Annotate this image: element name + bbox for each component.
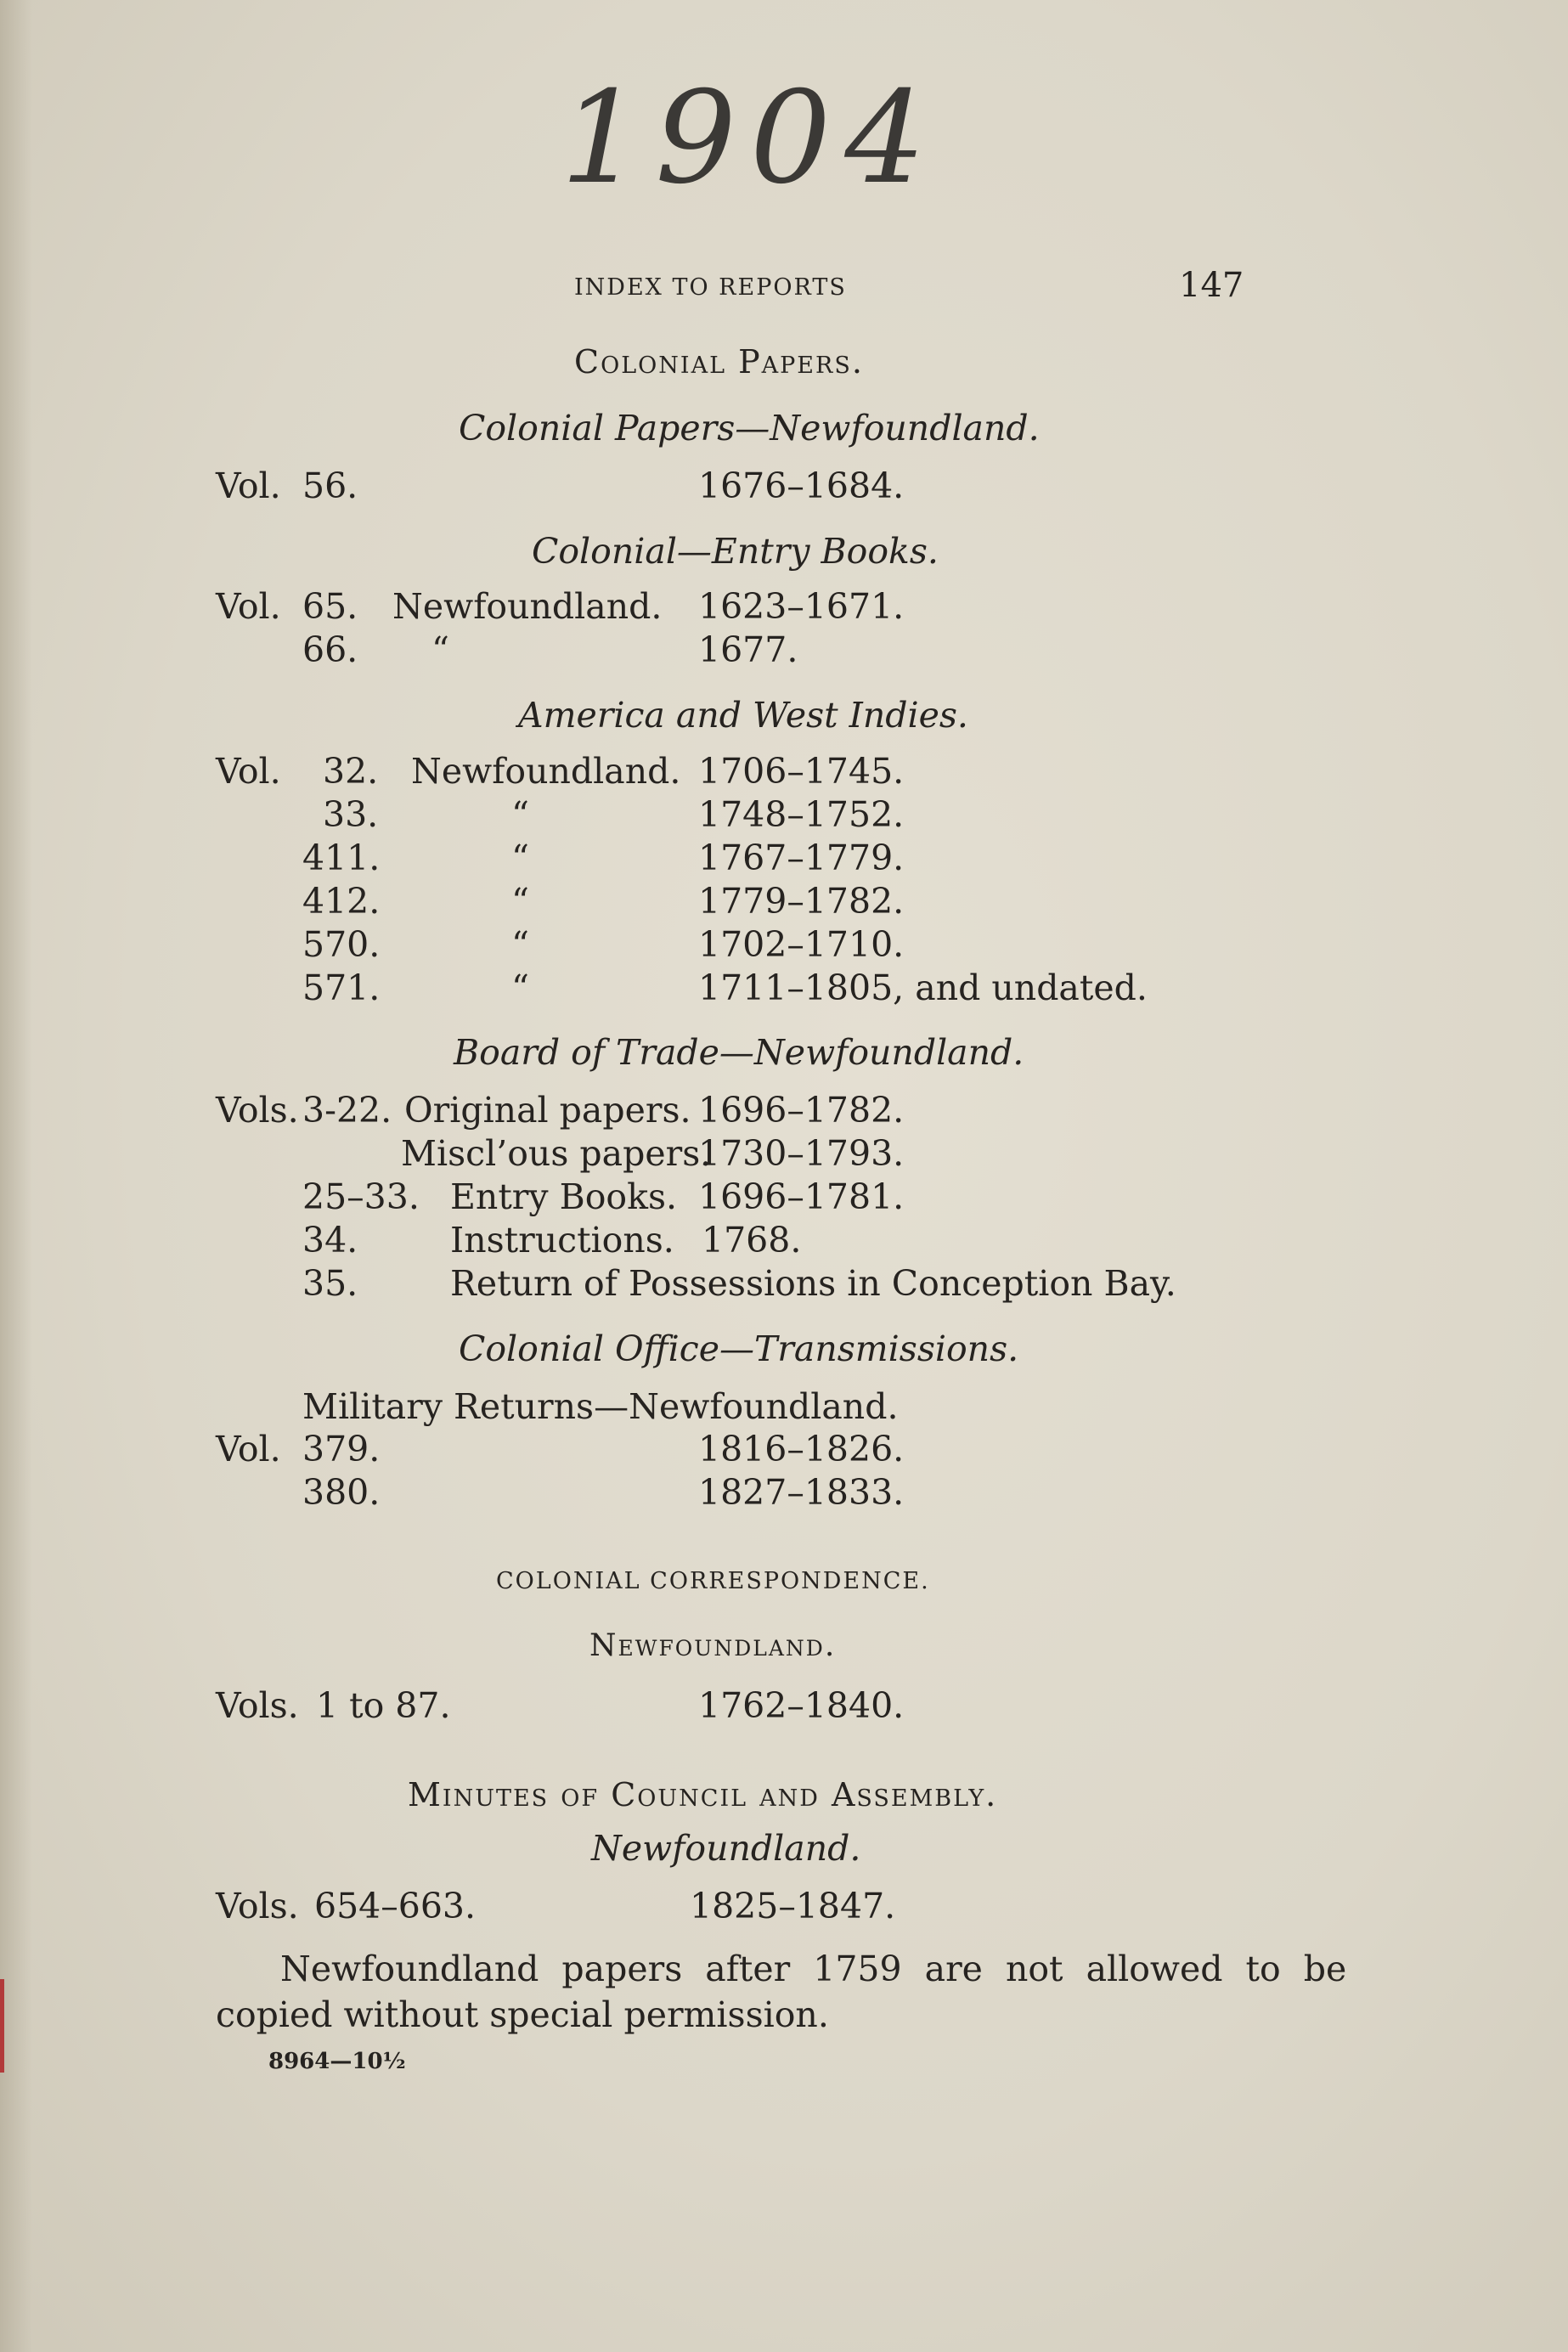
entry-dates: 1702–1710. (698, 924, 905, 965)
entry-dates: 1779–1782. (698, 881, 905, 922)
note-line-2: copied without special permission. (216, 1994, 829, 2035)
entry-number: 25–33. (302, 1176, 420, 1217)
entry-dates: 1623–1671. (698, 586, 905, 627)
section-title-colonial-papers: Colonial Papers. (574, 343, 864, 381)
entry-number: 1 to 87. (316, 1685, 451, 1726)
entry-number: 654–663. (314, 1886, 477, 1926)
subheading-board-of-trade: Board of Trade—Newfoundland. (454, 1032, 1024, 1073)
subheading-colonial-entry-books: Colonial—Entry Books. (532, 531, 939, 572)
entry-number: 66. (302, 629, 358, 670)
entry-dates: 1711–1805, and undated. (698, 967, 1148, 1008)
ditto-mark: “ (431, 629, 449, 670)
entry-description: Newfoundland. (392, 586, 663, 627)
entry-description: Newfoundland. (411, 751, 681, 792)
entry-vol: Vol. (216, 1429, 281, 1469)
entry-vol: Vols. (216, 1685, 299, 1726)
section2-heading: Newfoundland. (589, 1628, 837, 1663)
ditto-mark: “ (511, 924, 529, 965)
entry-dates: 1748–1752. (698, 794, 905, 835)
section-title-colonial-correspondence: COLONIAL CORRESPONDENCE. (496, 1568, 930, 1594)
entry-vol: Vol. (216, 465, 281, 506)
entry-dates: 1696–1782. (698, 1090, 905, 1131)
entry-dates: 1706–1745. (698, 751, 905, 792)
entry-vol: Vol. (216, 586, 281, 627)
entry-number: 380. (302, 1472, 381, 1513)
entry-dates: 1676–1684. (698, 465, 905, 506)
entry-description: Original papers. (404, 1090, 691, 1131)
section3-heading: Newfoundland. (591, 1828, 861, 1869)
ditto-mark: “ (511, 838, 529, 878)
entry-description: Instructions. (450, 1220, 674, 1261)
handwritten-year: 1904 (561, 65, 939, 212)
entry-dates: 1762–1840. (698, 1685, 905, 1726)
note-line-1: Newfoundland papers after 1759 are not allowed to be (280, 1949, 1347, 1989)
entry-description: Miscl’ous papers. (401, 1133, 712, 1174)
entry-vol: Vols. (216, 1886, 299, 1926)
subheading-military-returns: Military Returns—Newfoundland. (302, 1386, 899, 1427)
subheading-colonial-papers-newfoundland: Colonial Papers—Newfoundland. (459, 408, 1040, 448)
red-edge-mark (0, 1979, 4, 2073)
signature-mark: 8964—10½ (268, 2049, 406, 2074)
running-head: INDEX TO REPORTS (574, 274, 847, 301)
entry-number: 65. (302, 586, 358, 627)
entry-number: 412. (302, 881, 381, 922)
entry-number: 56. (302, 465, 358, 506)
entry-number: 34. (302, 1220, 358, 1261)
entry-number: 32. (323, 751, 379, 792)
entry-number: 571. (302, 967, 381, 1008)
entry-vol: Vols. (216, 1090, 299, 1131)
section-title-minutes-of-council: Minutes of Council and Assembly. (408, 1776, 998, 1813)
entry-dates: 1827–1833. (698, 1472, 905, 1513)
entry-description: Return of Possessions in Conception Bay. (450, 1263, 1176, 1304)
entry-number: 570. (302, 924, 381, 965)
entry-vol: Vol. (216, 751, 281, 792)
entry-dates: 1767–1779. (698, 838, 905, 878)
entry-number: 3-22. (302, 1090, 392, 1131)
entry-dates: 1696–1781. (698, 1176, 905, 1217)
entry-number: 35. (302, 1263, 358, 1304)
page-number: 147 (1179, 266, 1244, 305)
entry-number: 33. (323, 794, 379, 835)
entry-dates: 1730–1793. (698, 1133, 905, 1174)
entry-number: 411. (302, 838, 381, 878)
entry-dates: 1677. (698, 629, 798, 670)
entry-number: 379. (302, 1429, 381, 1469)
ditto-mark: “ (511, 794, 529, 835)
ditto-mark: “ (511, 967, 529, 1008)
subheading-america-west-indies: America and West Indies. (518, 695, 968, 736)
book-spine-shadow (0, 0, 32, 2352)
entry-description: Entry Books. (450, 1176, 678, 1217)
subheading-colonial-office-transmissions: Colonial Office—Transmissions. (459, 1328, 1019, 1369)
ditto-mark: “ (511, 881, 529, 922)
entry-dates: 1768. (702, 1220, 802, 1261)
entry-dates: 1825–1847. (690, 1886, 896, 1926)
entry-dates: 1816–1826. (698, 1429, 905, 1469)
